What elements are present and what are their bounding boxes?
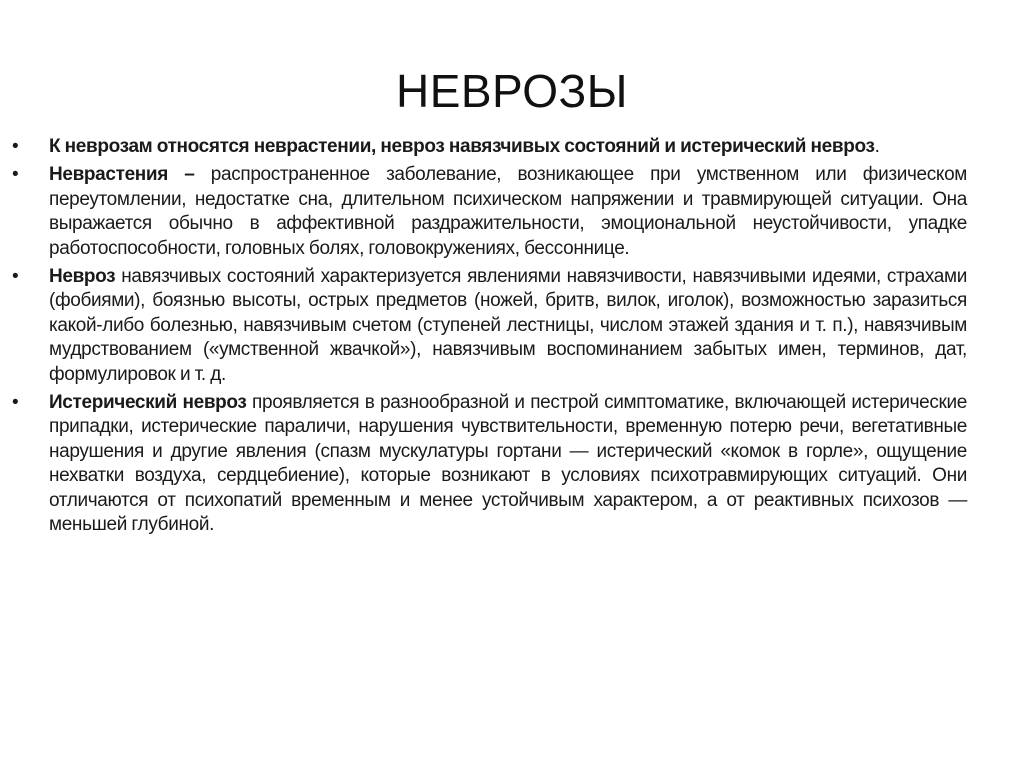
bullet-bold-text: Невроз xyxy=(49,266,116,288)
bullet-item-hysterical-neurosis xyxy=(12,391,967,537)
bullet-bold-text: Истерический невроз xyxy=(49,392,247,414)
bullet-item-neurasthenia xyxy=(12,163,967,261)
bullet-list xyxy=(12,135,967,542)
bullet-text: навязчивых состояний характеризуется явлениями навязчивости, навязчивыми идеями, страхами (фобиями), боязнью высоты, острых предметов (ножей, бритв, вилок, иголок), возможностью заразиться какой-либо болезнью, навязчивым счетом (ступеней лестницы, числом этажей здания и т. п.), навязчивым мудрствованием («умственной жвачкой»), навязчивым воспоминанием забытых имен, терминов, дат, формулировок и т. д. xyxy=(49,266,967,385)
bullet-icon: • xyxy=(12,392,19,414)
bullet-item-neuroses-types xyxy=(12,135,967,159)
bullet-icon: • xyxy=(12,164,19,186)
bullet-text: распространенное заболевание, возникающее при умственном или физическом переутомлении, недостатке сна, длительном психическом напряжении и травмирующей ситуации. Она выражается обычно в аффективной раздражительности, эмоциональной неустойчивости, упадке работоспособности, головных болях, головокружениях, бессоннице. xyxy=(49,164,967,259)
bullet-text: . xyxy=(874,136,880,157)
bullet-item-obsessive-neurosis xyxy=(12,265,967,387)
bullet-icon: • xyxy=(12,266,19,288)
slide-title: НЕВРОЗЫ xyxy=(395,64,629,117)
bullet-bold-text: К неврозам относятся неврастении, невроз навязчивых состояний и истерический невроз xyxy=(49,136,875,157)
bullet-text: проявляется в разнообразной и пестрой симптоматике, включающей истерические припадки, истерические параличи, нарушения чувствительности, временную потерю речи, вегетативные нарушения и другие явления (спазм мускулатуры гортани — истерический «комок в горле», ощущение нехватки воздуха, сердцебиение), которые возникают в условиях психотравмирующих ситуаций. Они отличаются от психопатий временным и менее устойчивым характером, а от реактивных психозов — меньшей глубиной. xyxy=(49,392,967,536)
bullet-icon: • xyxy=(12,136,19,157)
bullet-bold-text: Неврастения – xyxy=(49,164,195,186)
